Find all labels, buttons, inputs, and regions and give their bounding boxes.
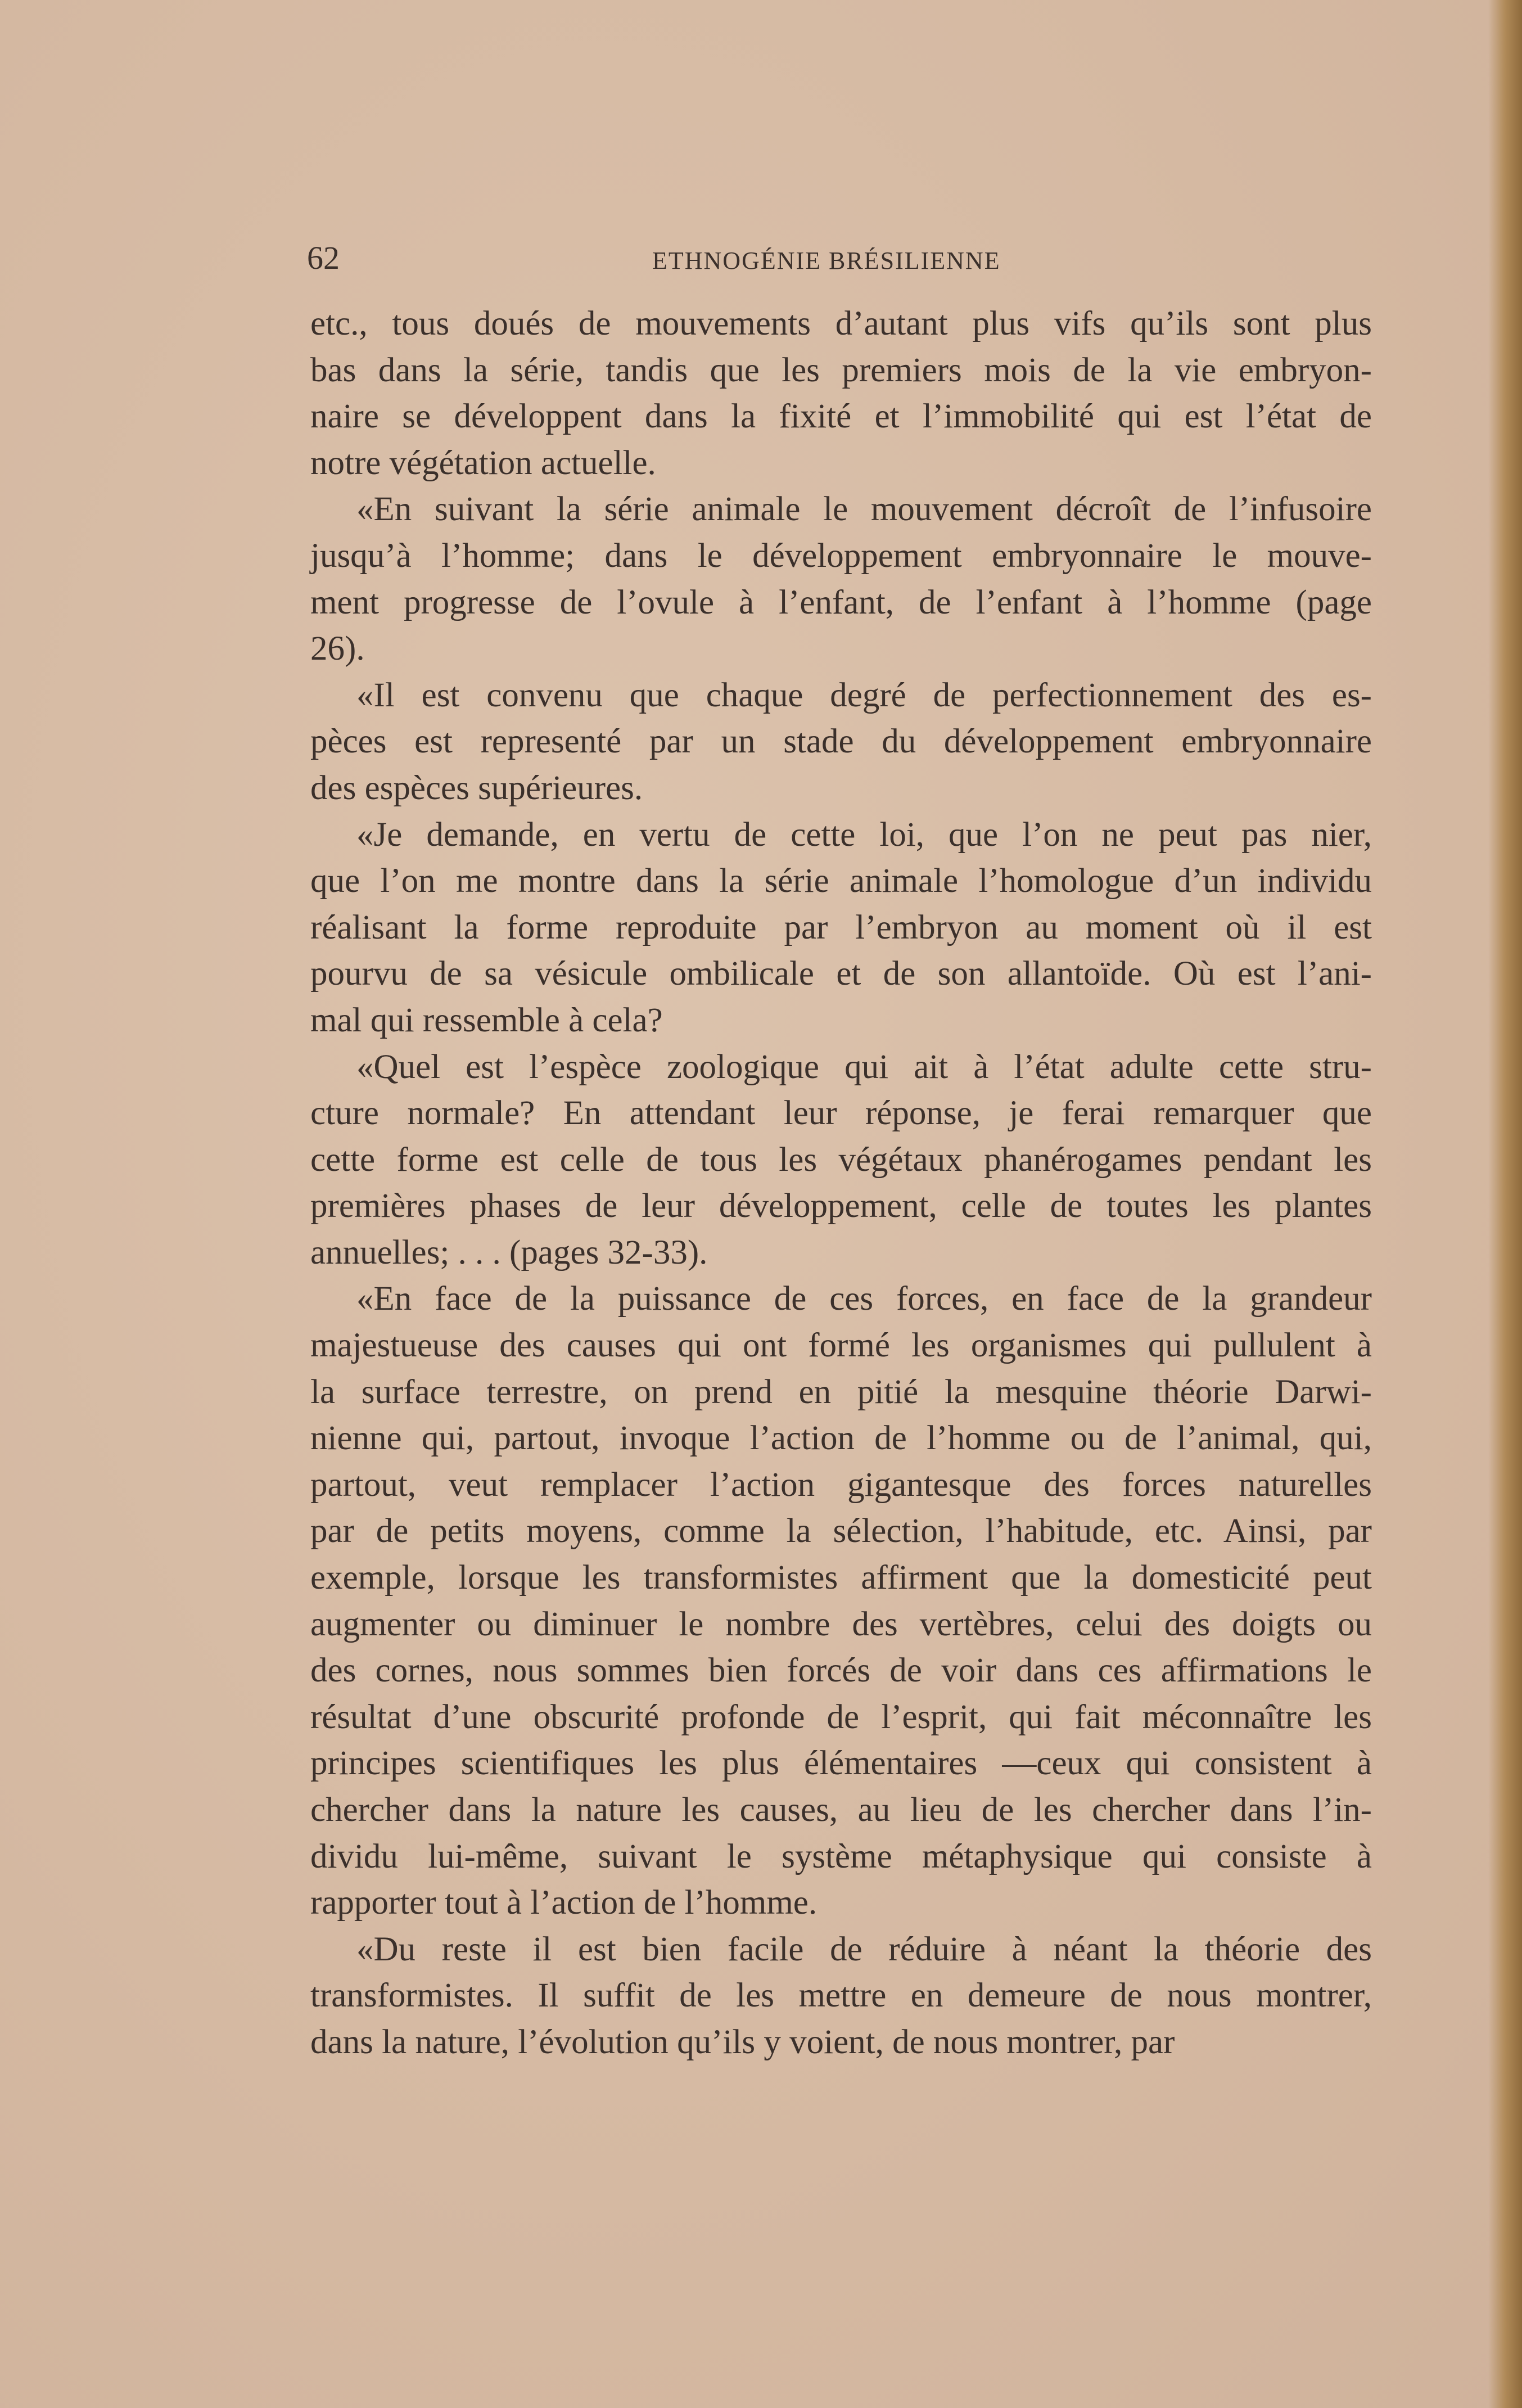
text-line: principes scientifiques les plus élémentaires —ceux qui consistent à [310,1744,1372,1783]
text-line: pourvu de sa vésicule ombilicale et de son allantoïde. Où est l’ani- [310,955,1372,993]
text-line: des cornes, nous sommes bien forcés de voir dans ces affirmations le [310,1652,1372,1690]
text-line: augmenter ou diminuer le nombre des vertèbres, celui des doigts ou [310,1605,1372,1643]
text-line: annuelles; . . . (pages 32-33). [310,1233,708,1271]
body-text [310,301,1372,2066]
text-line: «Je demande, en vertu de cette loi, que l’on ne peut pas nier, [356,815,1372,854]
text-line: cture normale? En attendant leur réponse, je ferai remarquer que [310,1094,1372,1133]
text-line: «En face de la puissance de ces forces, en face de la grandeur [356,1280,1372,1318]
text-line: partout, veut remplacer l’action gigantesque des forces naturelles [310,1465,1372,1504]
text-line: premières phases de leur développement, celle de toutes les plantes [310,1187,1372,1225]
text-line: naire se développent dans la fixité et l’immobilité qui est l’état de [310,398,1372,436]
text-line: 26). [310,630,365,668]
text-line: cette forme est celle de tous les végétaux phanérogames pendant les [310,1140,1372,1179]
text-line: transformistes. Il suffit de les mettre en demeure de nous montrer, [310,1977,1372,2015]
text-line: dividu lui-même, suivant le système métaphysique qui consiste à [310,1837,1372,1875]
text-line: majestueuse des causes qui ont formé les organismes qui pullulent à [310,1327,1372,1365]
text-line: exemple, lorsque les transformistes affirment que la domesticité peut [310,1559,1372,1597]
text-line: la surface terrestre, on prend en pitié la mesquine théorie Darwi- [310,1373,1372,1411]
text-line: mal qui ressemble à cela? [310,1001,663,1039]
text-line: pèces est representé par un stade du développement embryonnaire [310,723,1372,761]
text-line: par de petits moyens, comme la sélection, l’habitude, etc. Ainsi, par [310,1512,1372,1550]
text-line: que l’on me montre dans la série animale l’homologue d’un individu [310,862,1372,900]
book-binding-edge [1488,0,1522,2408]
running-title: ETHNOGÉNIE BRÉSILIENNE [652,247,1001,274]
page-number: 62 [307,240,340,276]
text-line: réalisant la forme reproduite par l’embryon au moment où il est [310,908,1372,946]
text-line: chercher dans la nature les causes, au lieu de les chercher dans l’in- [310,1791,1372,1829]
text-line: bas dans la série, tandis que les premiers mois de la vie embryon- [310,351,1372,389]
text-line: des espèces supérieures. [310,769,643,807]
text-line: ment progresse de l’ovule à l’enfant, de l’enfant à l’homme (page [310,583,1372,621]
text-line: jusqu’à l’homme; dans le développement embryonnaire le mouve- [310,536,1372,575]
text-line: «Quel est l’espèce zoologique qui ait à l’état adulte cette stru- [356,1048,1372,1086]
text-line: «En suivant la série animale le mouvement décroît de l’infusoire [356,490,1372,529]
text-line: «Du reste il est bien facile de réduire à néant la théorie des [356,1930,1372,1968]
text-line: etc., tous doués de mouvements d’autant plus vifs qu’ils sont plus [310,305,1372,342]
text-line: notre végétation actuelle. [310,444,656,482]
text-line: résultat d’une obscurité profonde de l’esprit, qui fait méconnaître les [310,1698,1372,1736]
text-line: «Il est convenu que chaque degré de perfectionnement des es- [356,676,1372,714]
text-line: rapporter tout à l’action de l’homme. [310,1884,818,1922]
text-line: dans la nature, l’évolution qu’ils y voient, de nous montrer, par [310,2023,1175,2061]
text-line: nienne qui, partout, invoque l’action de l’homme ou de l’animal, qui, [310,1419,1372,1458]
